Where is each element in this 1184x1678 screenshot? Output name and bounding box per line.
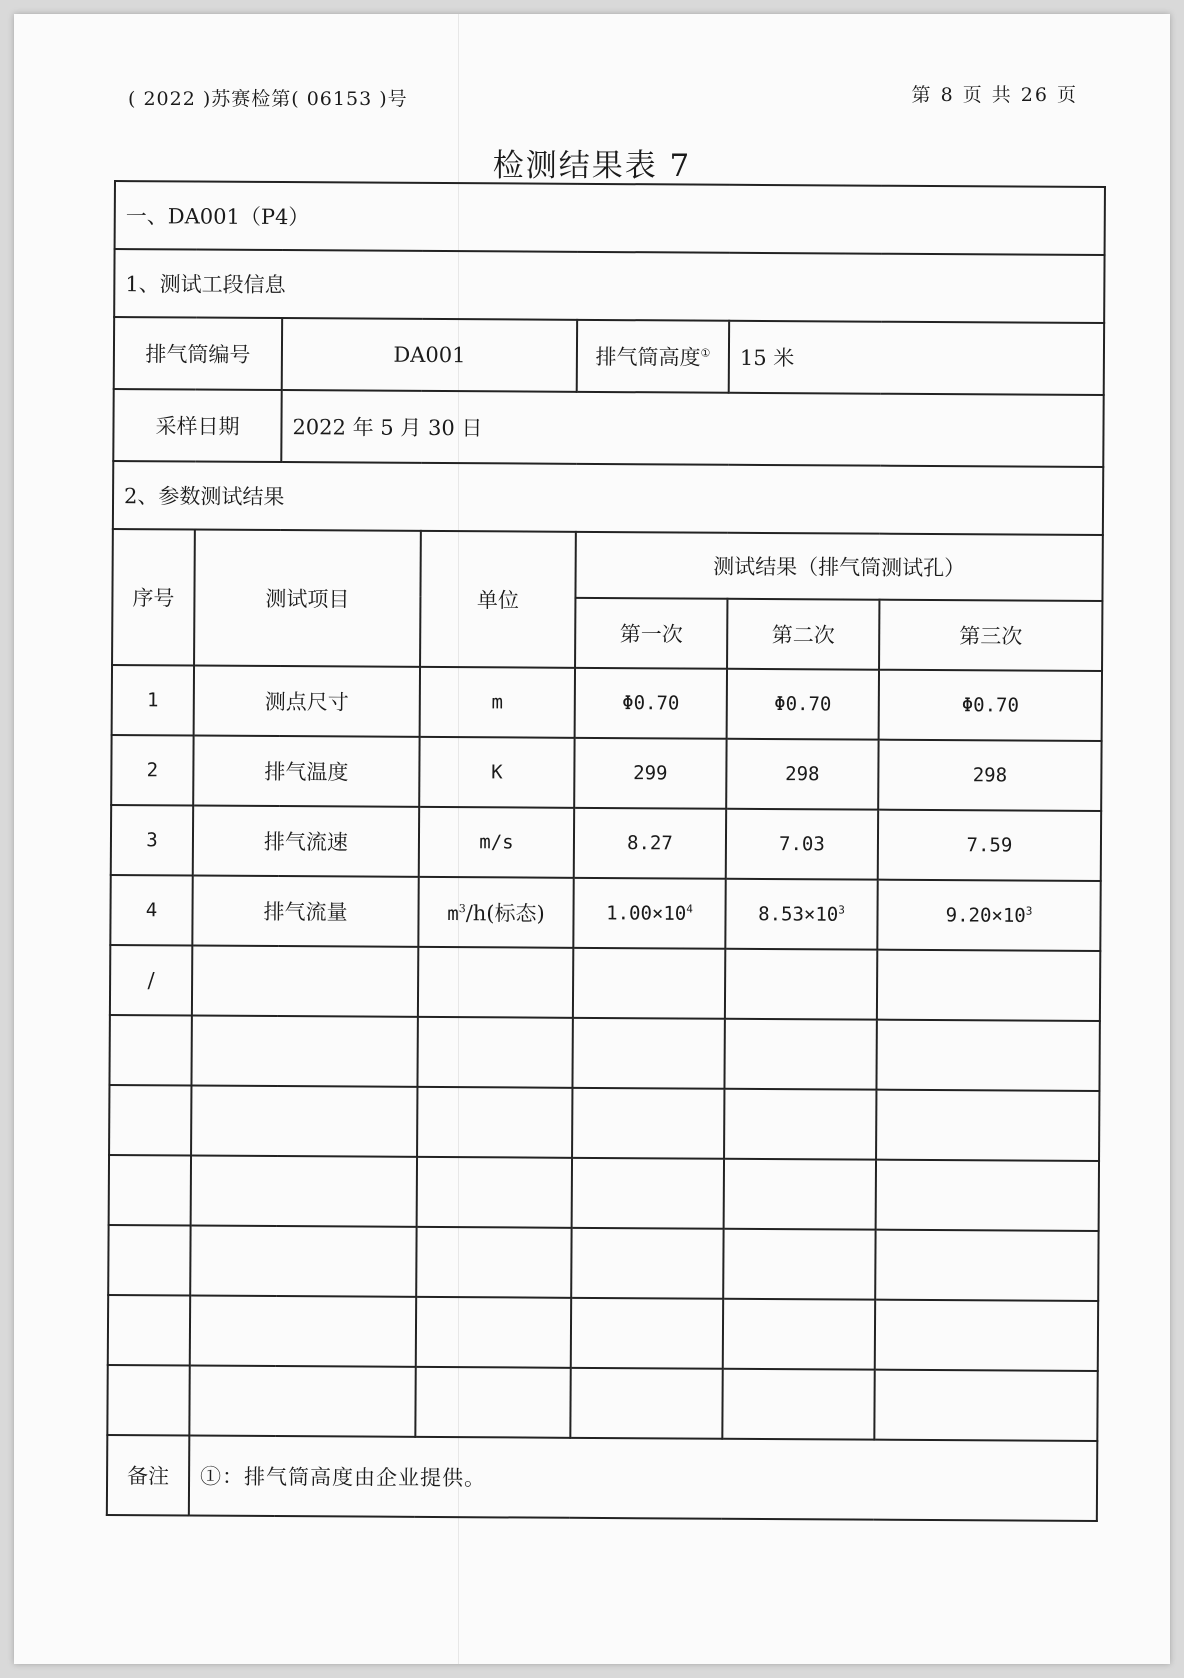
table-header-row: [112, 529, 1102, 601]
empty-row: [109, 1155, 1099, 1231]
cell-run-2: [725, 949, 877, 1020]
cell-run-3: [877, 880, 1100, 951]
cell-run-1: [573, 948, 725, 1019]
table-row: [110, 875, 1100, 951]
cell-unit: K: [419, 737, 574, 808]
cell-unit: [418, 947, 573, 1018]
value-exponent: 3: [1025, 904, 1033, 918]
cell-run-1: 299: [574, 738, 726, 809]
header-seq: 序号: [112, 529, 195, 665]
section-row: [115, 181, 1105, 255]
value-base: 8.53×10: [758, 903, 839, 926]
header-unit: 单位: [420, 531, 576, 668]
cell-run-1: 8.27: [574, 808, 726, 879]
stack-height-value: 15 米: [729, 321, 1104, 395]
stack-number-label: 排气筒编号: [114, 317, 282, 390]
stack-height-label-cell: [577, 320, 729, 393]
cell-run-1: Φ0.70: [575, 668, 727, 739]
unit-superscript: 3: [458, 902, 466, 916]
document-title: 检测结果表 7: [492, 148, 692, 184]
cell-run-3: Φ0.70: [879, 670, 1102, 741]
empty-row: [107, 1365, 1097, 1441]
cell-unit: m/s: [419, 807, 574, 878]
cell-item: 排气流速: [193, 805, 419, 876]
document-page: [14, 14, 1170, 1664]
section-row: [113, 461, 1103, 535]
sampling-date-value: 2022 年 5 月 30 日: [281, 390, 1103, 467]
cell-unit: [418, 877, 573, 948]
table-row: [110, 945, 1100, 1021]
header-run-2: 第二次: [727, 599, 879, 670]
cell-item: [192, 945, 418, 1016]
cell-run-2: 298: [726, 739, 878, 810]
cell-seq: 2: [111, 735, 193, 805]
table-row: [112, 665, 1102, 741]
section-row: [114, 249, 1104, 323]
cell-run-1: [573, 878, 725, 949]
results-table: [106, 180, 1106, 1522]
value-base: 9.20×10: [945, 904, 1026, 927]
cell-seq: /: [110, 945, 192, 1015]
cell-item: 排气流量: [192, 875, 418, 946]
sampling-date-label: 采样日期: [113, 389, 281, 462]
subsection-title: 1、测试工段信息: [114, 249, 1104, 323]
value-base: 1.00×10: [606, 902, 687, 925]
cell-item: 排气温度: [193, 735, 419, 806]
cell-unit: m: [420, 667, 575, 738]
remarks-text: ①：排气筒高度由企业提供。: [189, 1435, 1098, 1521]
remarks-label: 备注: [107, 1435, 189, 1515]
header-item: 测试项目: [194, 530, 421, 667]
cell-run-2: 7.03: [726, 809, 878, 880]
empty-row: [108, 1225, 1098, 1301]
table-row: [111, 805, 1101, 881]
stack-height-label: 排气筒高度: [595, 344, 701, 370]
subsection-title: 2、参数测试结果: [113, 461, 1103, 535]
header-run-3: 第三次: [879, 600, 1102, 671]
cell-seq: 4: [110, 875, 192, 945]
empty-row: [108, 1295, 1098, 1371]
cell-seq: 1: [112, 665, 194, 735]
header-results-group: 测试结果（排气筒测试孔）: [575, 532, 1102, 601]
cell-run-3: [877, 950, 1100, 1021]
cell-item: 测点尺寸: [194, 665, 420, 736]
report-number: ( 2022 )苏赛检第( 06153 )号: [128, 88, 408, 110]
remarks-row: [107, 1435, 1098, 1521]
section-title: 一、DA001（P4）: [115, 181, 1105, 255]
cell-run-3: 298: [878, 740, 1101, 811]
header-run-1: 第一次: [575, 598, 727, 669]
unit-rest: /h(标态): [465, 901, 545, 926]
empty-row: [109, 1085, 1099, 1161]
unit-base: m: [447, 903, 459, 926]
table-row: [111, 735, 1101, 811]
cell-run-2: [725, 879, 877, 950]
cell-run-2: Φ0.70: [727, 669, 879, 740]
footnote-marker: ①: [700, 346, 711, 360]
empty-row: [109, 1015, 1099, 1091]
cell-run-3: 7.59: [878, 810, 1101, 881]
cell-seq: 3: [111, 805, 193, 875]
sampling-date-row: [113, 389, 1103, 467]
value-exponent: 3: [838, 903, 845, 917]
stack-number-value: DA001: [282, 318, 577, 392]
stack-info-row: [114, 317, 1104, 395]
page-info: 第 8 页 共 26 页: [911, 84, 1078, 106]
value-exponent: 4: [686, 902, 693, 916]
